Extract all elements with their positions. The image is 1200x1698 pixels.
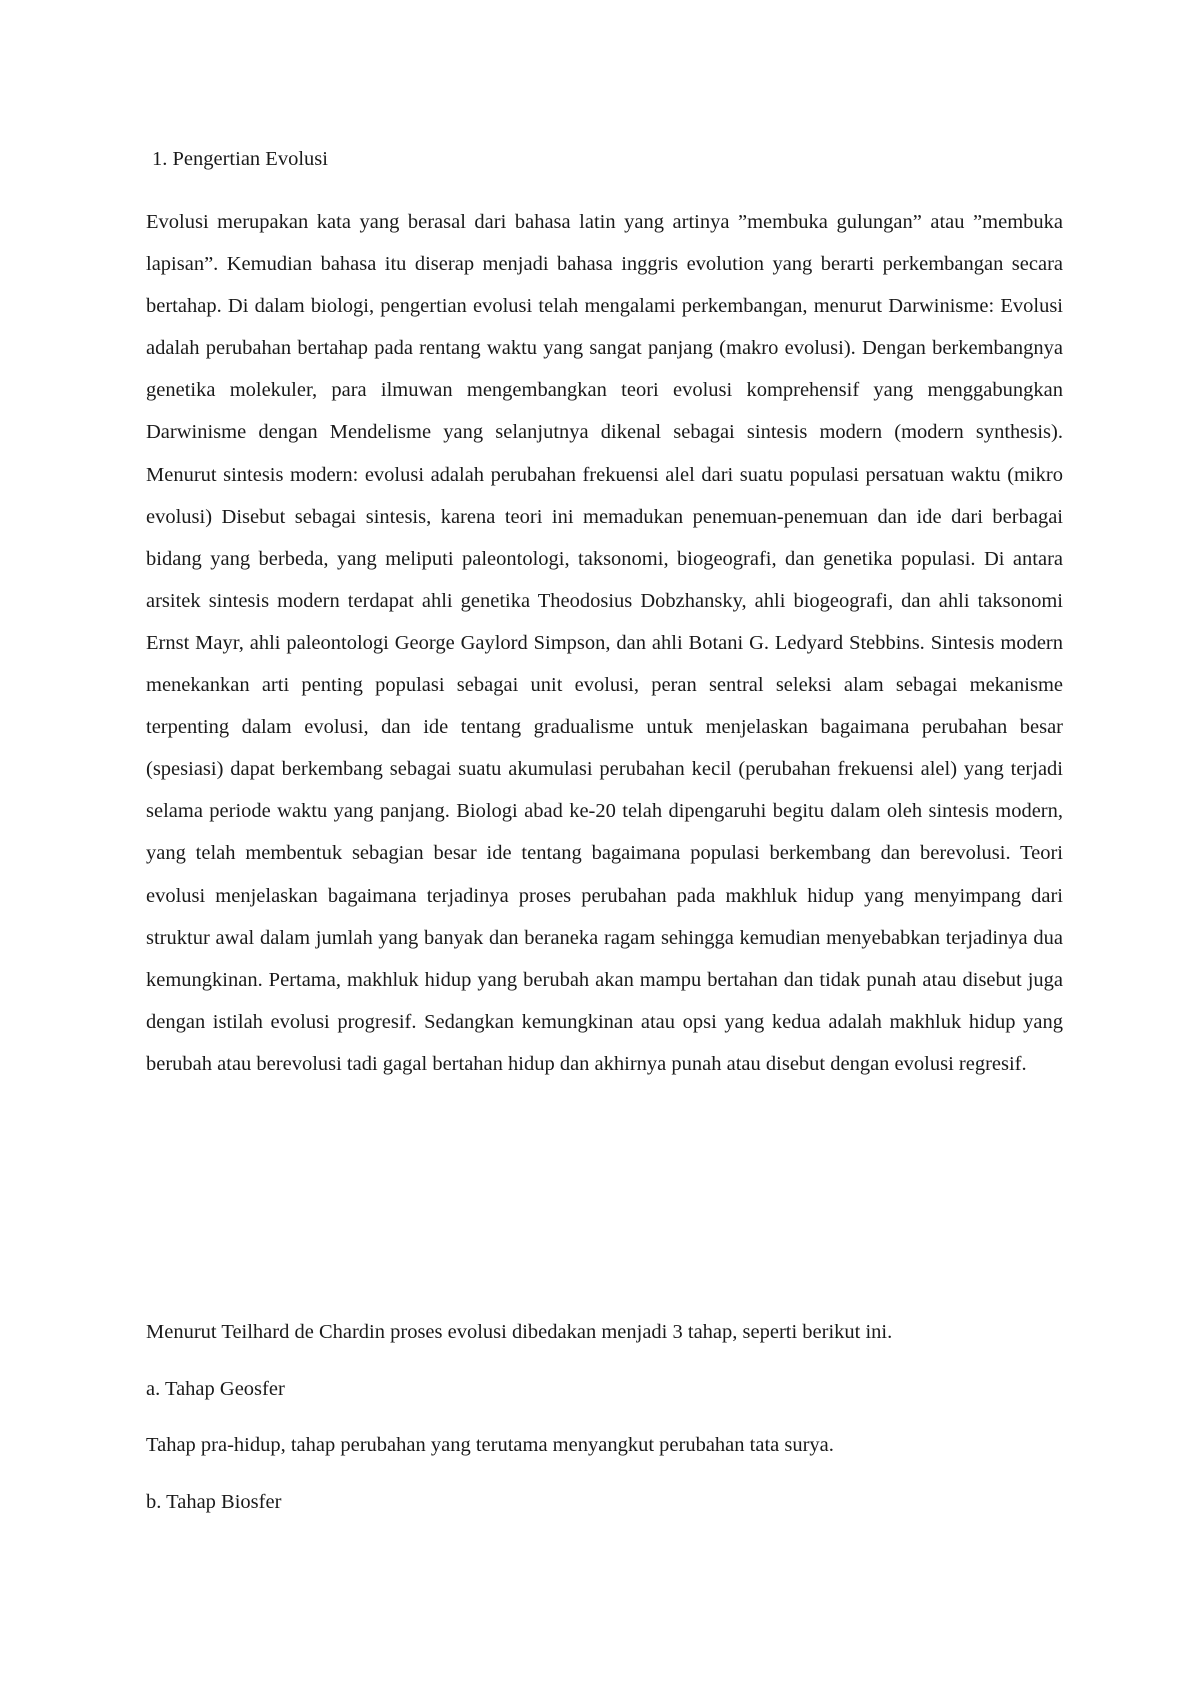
stage-a-title: a. Tahap Geosfer xyxy=(146,1378,285,1400)
stage-a-description: Tahap pra-hidup, tahap perubahan yang terutama menyangkut perubahan tata surya. xyxy=(146,1434,834,1456)
stages-intro: Menurut Teilhard de Chardin proses evolusi dibedakan menjadi 3 tahap, seperti berikut ini. xyxy=(146,1321,893,1343)
stage-b-title: b. Tahap Biosfer xyxy=(146,1491,282,1513)
section-heading: 1. Pengertian Evolusi xyxy=(152,148,328,170)
body-paragraph: Evolusi merupakan kata yang berasal dari bahasa latin yang artinya ”membuka gulungan” atau ”membuka lapisan”. Kemudian bahasa itu diserap menjadi bahasa inggris evolution yang berarti perkembangan secara bertahap. Di dalam biologi, pengertian evolusi telah mengalami perkembangan, menurut Darwinisme: Evolusi adalah perubahan bertahap pada rentang waktu yang sangat panjang (makro evolusi). Dengan berkembangnya genetika molekuler, para ilmuwan mengembangkan teori evolusi komprehensif yang menggabungkan Darwinisme dengan Mendelisme yang selanjutnya dikenal sebagai sintesis modern (modern synthesis). Menurut sintesis modern: evolusi adalah perubahan frekuensi alel dari suatu populasi persatuan waktu (mikro evolusi) Disebut sebagai sintesis, karena teori ini memadukan penemuan-penemuan dan ide dari berbagai bidang yang berbeda, yang meliputi paleontologi, taksonomi, biogeografi, dan genetika populasi. Di antara arsitek sintesis modern terdapat ahli genetika Theodosius Dobzhansky, ahli biogeografi, dan ahli taksonomi Ernst Mayr, ahli paleontologi George Gaylord Simpson, dan ahli Botani G. Ledyard Stebbins. Sintesis modern menekankan arti penting populasi sebagai unit evolusi, peran sentral seleksi alam sebagai mekanisme terpenting dalam evolusi, dan ide tentang gradualisme untuk menjelaskan bagaimana perubahan besar (spesiasi) dapat berkembang sebagai suatu akumulasi perubahan kecil (perubahan frekuensi alel) yang terjadi selama periode waktu yang panjang. Biologi abad ke-20 telah dipengaruhi begitu dalam oleh sintesis modern, yang telah membentuk sebagian besar ide tentang bagaimana populasi berkembang dan berevolusi. Teori evolusi menjelaskan bagaimana terjadinya proses perubahan pada makhluk hidup yang menyimpang dari struktur awal dalam jumlah yang banyak dan beraneka ragam sehingga kemudian menyebabkan terjadinya dua kemungkinan. Pertama, makhluk hidup yang berubah akan mampu bertahan dan tidak punah atau disebut juga dengan istilah evolusi progresif. Sedangkan kemungkinan atau opsi yang kedua adalah makhluk hidup yang berubah atau berevolusi tadi gagal bertahan hidup dan akhirnya punah atau disebut dengan evolusi regresif. xyxy=(146,211,1063,1075)
